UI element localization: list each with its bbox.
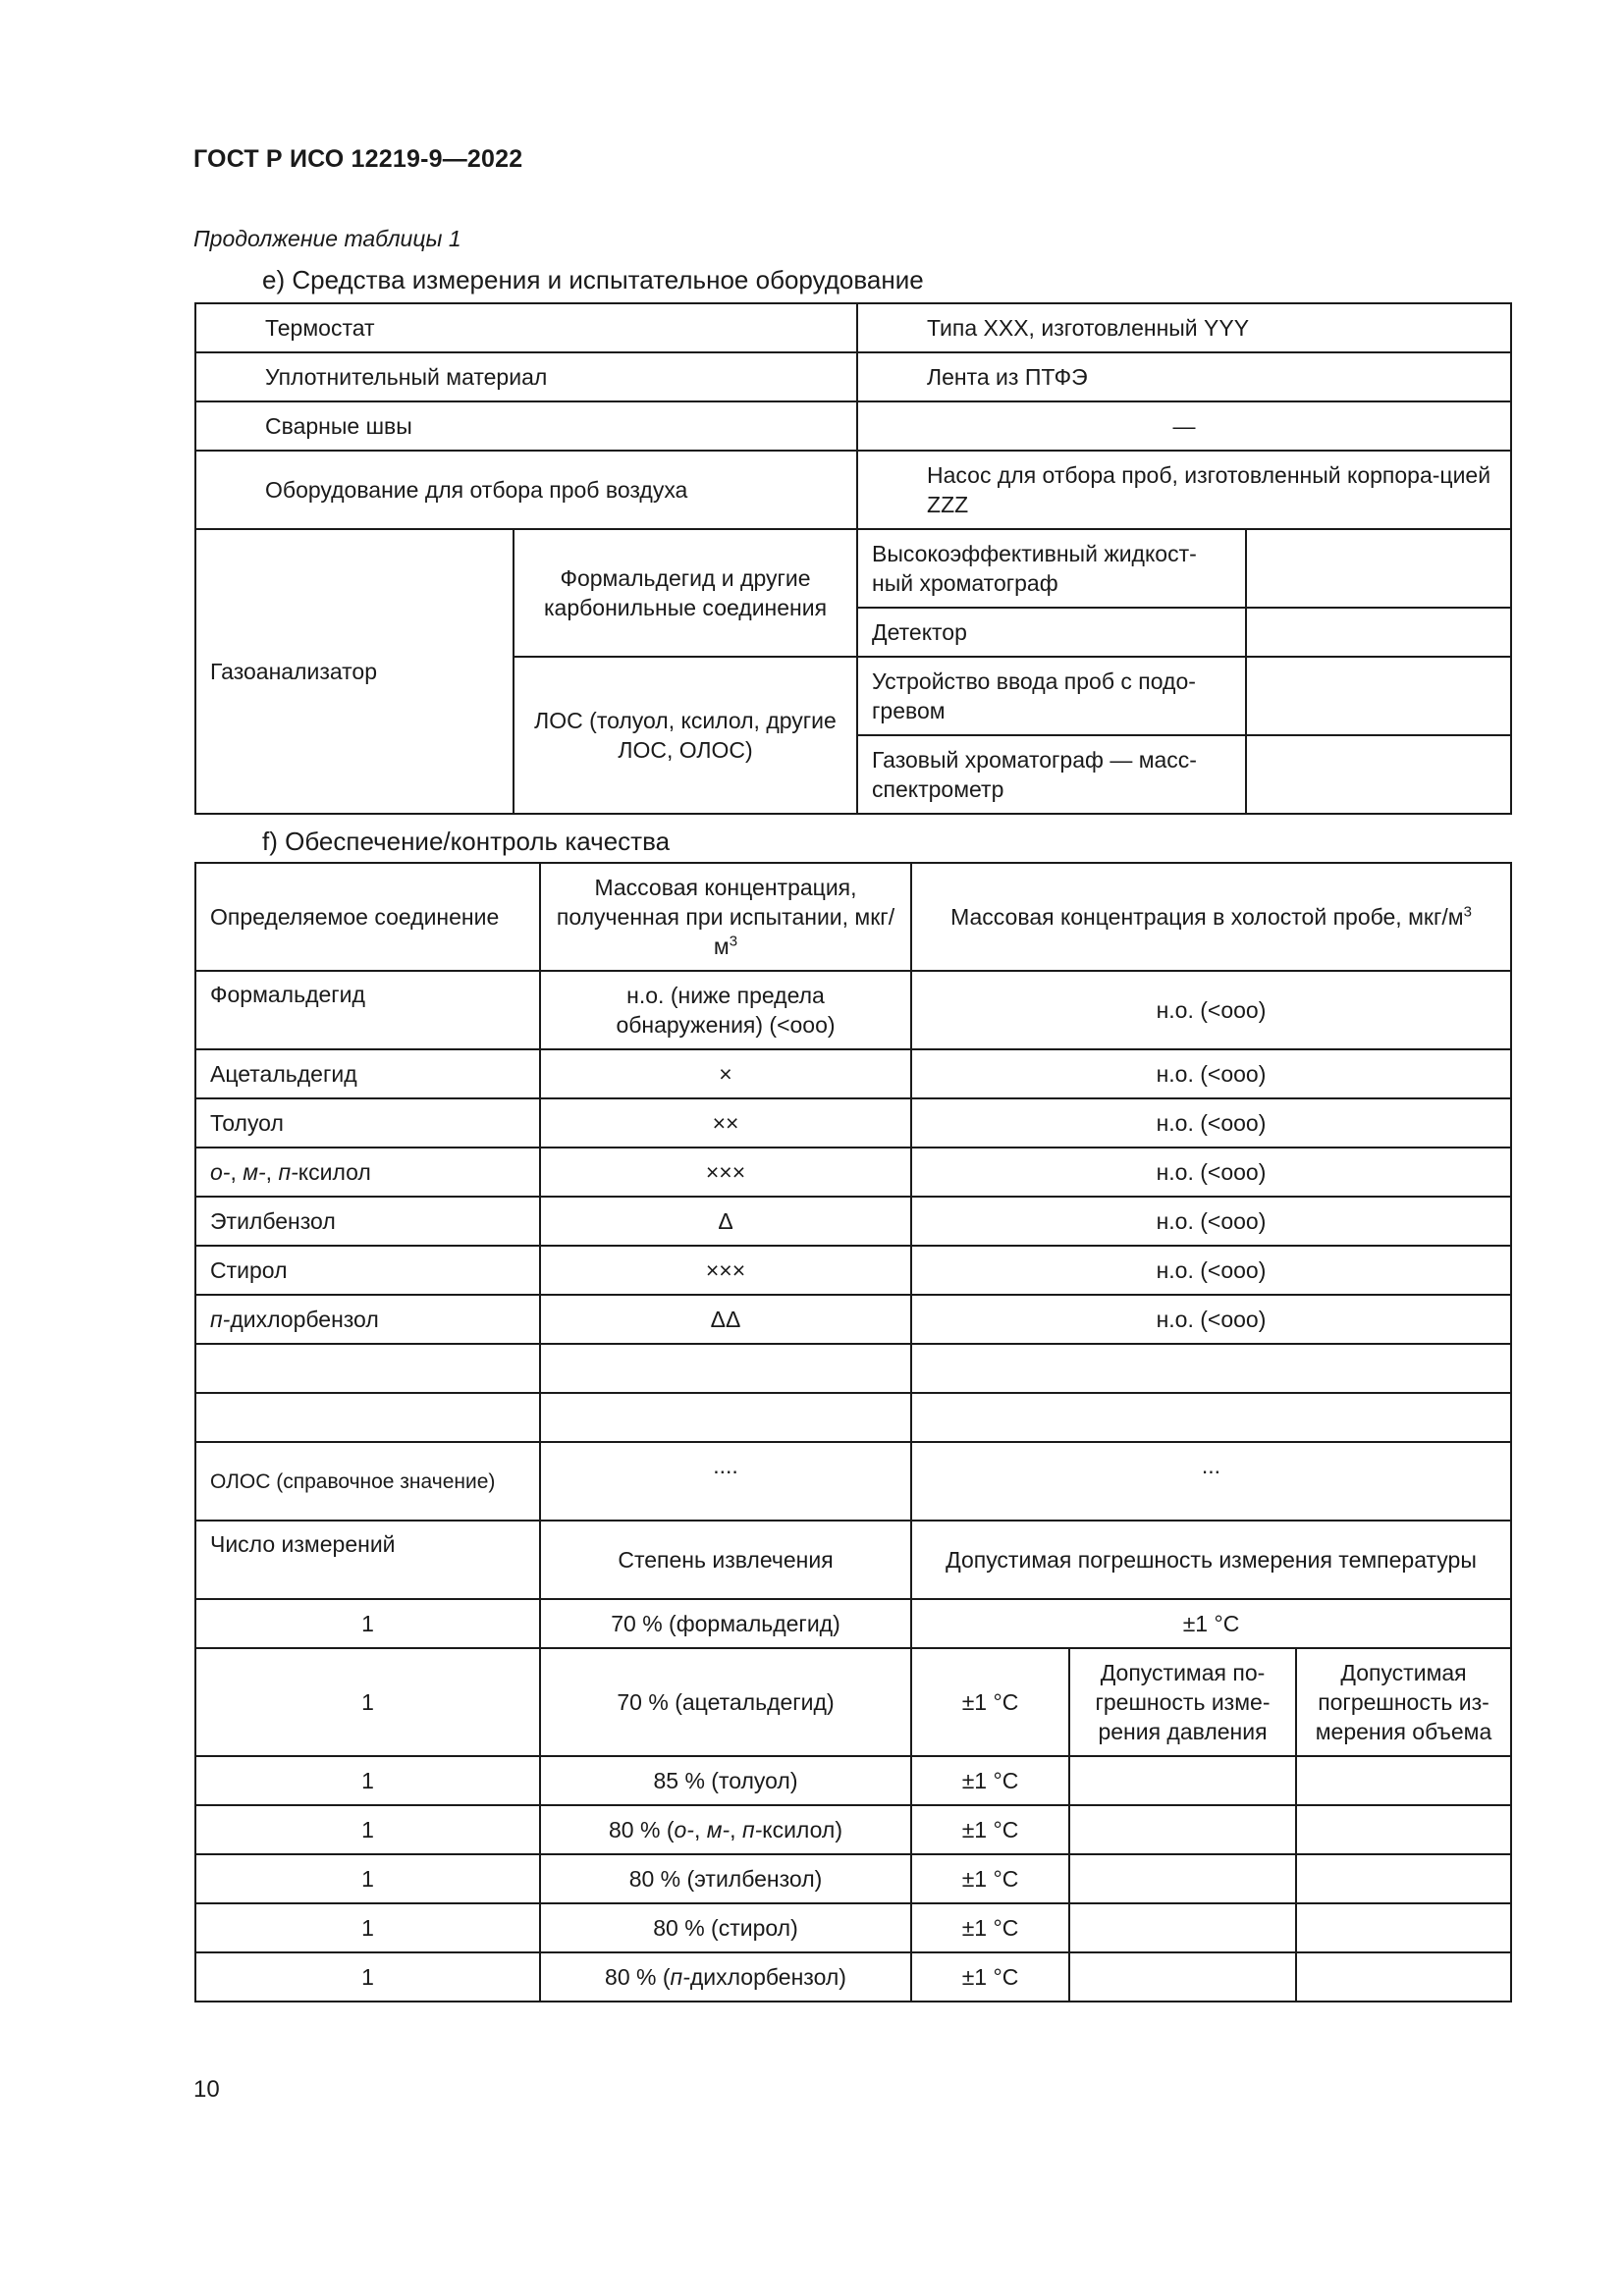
- table-row: [195, 529, 1511, 608]
- table-row: [195, 1952, 1511, 2002]
- empty-cell: [540, 1393, 911, 1442]
- table-row: [195, 1805, 1511, 1854]
- instrument-item: Высокоэффективный жидкост-ный хроматограф: [857, 529, 1246, 608]
- compound-name: Формальдегид: [195, 971, 540, 1049]
- table-row: [195, 1197, 1511, 1246]
- instrument-item: Детектор: [857, 608, 1246, 657]
- table-row-empty: [195, 1393, 1511, 1442]
- table-row: [195, 303, 1511, 352]
- empty-cell: [540, 1344, 911, 1393]
- measurement-count: 1: [195, 1805, 540, 1854]
- table-row: [195, 1648, 1511, 1756]
- test-value: Δ: [540, 1197, 911, 1246]
- blank-value: н.о. (<ооо): [911, 1295, 1511, 1344]
- instrument-item: Устройство ввода проб с подо-гревом: [857, 657, 1246, 735]
- pressure-error: [1069, 1952, 1296, 2002]
- header-pressure-error: Допустимая по-грешность изме-рения давления: [1069, 1648, 1296, 1756]
- compound-name: Ацетальдегид: [195, 1049, 540, 1098]
- header-compound: Определяемое соединение: [195, 863, 540, 971]
- table-row: [195, 1049, 1511, 1098]
- section-f-title: f) Обеспечение/контроль качества: [262, 827, 671, 856]
- blank-value: н.о. (<ооо): [911, 1148, 1511, 1197]
- temperature-error: ±1 °C: [911, 1903, 1069, 1952]
- volume-error: [1296, 1756, 1511, 1805]
- test-value: ×××: [540, 1148, 911, 1197]
- pressure-error: [1069, 1756, 1296, 1805]
- table-row: [195, 1599, 1511, 1648]
- temperature-error: ±1 °C: [911, 1952, 1069, 2002]
- table-row: [195, 1295, 1511, 1344]
- measurement-count: 1: [195, 1648, 540, 1756]
- blank-value: ...: [911, 1442, 1511, 1521]
- recovery-value: 85 % (толуол): [540, 1756, 911, 1805]
- temperature-error: ±1 °C: [911, 1854, 1069, 1903]
- table-row: [195, 401, 1511, 451]
- test-value: ....: [540, 1442, 911, 1521]
- test-value: ×××: [540, 1246, 911, 1295]
- instrument-item: Газовый хроматограф — масс-спектрометр: [857, 735, 1246, 814]
- recovery-value: 80 % (о-, м-, п-ксилол): [540, 1805, 911, 1854]
- recovery-value: 80 % (п-дихлорбензол): [540, 1952, 911, 2002]
- table-row: [195, 352, 1511, 401]
- row-value: Типа XXX, изготовленный YYY: [857, 303, 1511, 352]
- table-row: [195, 1148, 1511, 1197]
- empty-cell: [195, 1393, 540, 1442]
- compound-name: ОЛОС (справочное значение): [195, 1442, 540, 1521]
- table-row: [195, 1098, 1511, 1148]
- test-value: н.о. (ниже предела обнаружения) (<ооо): [540, 971, 911, 1049]
- analyte-group: ЛОС (толуол, ксилол, другие ЛОС, ОЛОС): [514, 657, 857, 814]
- analyte-group: Формальдегид и другие карбонильные соединения: [514, 529, 857, 657]
- empty-cell: [911, 1344, 1511, 1393]
- recovery-value: 70 % (ацетальдегид): [540, 1648, 911, 1756]
- header-temperature-error: Допустимая погрешность измерения температуры: [911, 1521, 1511, 1599]
- test-value: ××: [540, 1098, 911, 1148]
- table-header-row: [195, 1521, 1511, 1599]
- section-e-title: е) Средства измерения и испытательное оборудование: [262, 265, 924, 294]
- test-value: ΔΔ: [540, 1295, 911, 1344]
- temperature-error: ±1 °C: [911, 1756, 1069, 1805]
- measurement-count: 1: [195, 1599, 540, 1648]
- measurement-count: 1: [195, 1854, 540, 1903]
- table-row: [195, 1854, 1511, 1903]
- row-value: Насос для отбора проб, изготовленный корпора-цией ZZZ: [857, 451, 1511, 529]
- empty-cell: [911, 1393, 1511, 1442]
- blank-value: н.о. (<ооо): [911, 1246, 1511, 1295]
- volume-error: [1296, 1805, 1511, 1854]
- header-recovery: Степень извлечения: [540, 1521, 911, 1599]
- row-value: Лента из ПТФЭ: [857, 352, 1511, 401]
- row-value: —: [857, 401, 1511, 451]
- compound-name: Этилбензол: [195, 1197, 540, 1246]
- blank-value: н.о. (<ооо): [911, 1098, 1511, 1148]
- compound-name: п-дихлорбензол: [195, 1295, 540, 1344]
- test-value: ×: [540, 1049, 911, 1098]
- table-row: [195, 971, 1511, 1049]
- row-label: Сварные швы: [195, 401, 857, 451]
- recovery-value: 80 % (этилбензол): [540, 1854, 911, 1903]
- equipment-table: [194, 302, 1512, 815]
- row-label: Термостат: [195, 303, 857, 352]
- compound-name: Стирол: [195, 1246, 540, 1295]
- table-row: [195, 1442, 1511, 1521]
- table-row: [195, 1246, 1511, 1295]
- compound-name: Толуол: [195, 1098, 540, 1148]
- compound-name: о-, м-, п-ксилол: [195, 1148, 540, 1197]
- header-volume-error: Допустимая погрешность из-мерения объема: [1296, 1648, 1511, 1756]
- pressure-error: [1069, 1805, 1296, 1854]
- table-row-empty: [195, 1344, 1511, 1393]
- temperature-error: ±1 °C: [911, 1648, 1069, 1756]
- instrument-value: [1246, 657, 1511, 735]
- instrument-value: [1246, 735, 1511, 814]
- quality-control-table: [194, 862, 1512, 2002]
- volume-error: [1296, 1854, 1511, 1903]
- recovery-value: 80 % (стирол): [540, 1903, 911, 1952]
- pressure-error: [1069, 1903, 1296, 1952]
- row-label: Уплотнительный материал: [195, 352, 857, 401]
- table-row: [195, 1903, 1511, 1952]
- blank-value: н.о. (<ооо): [911, 1049, 1511, 1098]
- table-header-row: [195, 863, 1511, 971]
- pressure-error: [1069, 1854, 1296, 1903]
- table-row: [195, 1756, 1511, 1805]
- instrument-value: [1246, 608, 1511, 657]
- table-row: [195, 451, 1511, 529]
- page-number: 10: [193, 2076, 220, 2103]
- header-test-concentration: Массовая концентрация, полученная при испытании, мкг/$м^3$: [540, 863, 911, 971]
- measurement-count: 1: [195, 1903, 540, 1952]
- instrument-value: [1246, 529, 1511, 608]
- temperature-error: ±1 °C: [911, 1805, 1069, 1854]
- row-label: Оборудование для отбора проб воздуха: [195, 451, 857, 529]
- measurement-count: 1: [195, 1952, 540, 2002]
- header-measurement-count: Число измерений: [195, 1521, 540, 1599]
- recovery-value: 70 % (формальдегид): [540, 1599, 911, 1648]
- empty-cell: [195, 1344, 540, 1393]
- measurement-count: 1: [195, 1756, 540, 1805]
- blank-value: н.о. (<ооо): [911, 1197, 1511, 1246]
- volume-error: [1296, 1952, 1511, 2002]
- volume-error: [1296, 1903, 1511, 1952]
- gas-analyzer-label: Газоанализатор: [195, 529, 514, 814]
- blank-value: н.о. (<ооо): [911, 971, 1511, 1049]
- document-title: ГОСТ Р ИСО 12219-9—2022: [193, 145, 523, 173]
- header-blank-concentration: Массовая концентрация в холостой пробе, мкг/$м^3$: [911, 863, 1511, 971]
- temperature-error: ±1 °C: [911, 1599, 1511, 1648]
- table-continuation-note: Продолжение таблицы 1: [193, 226, 461, 251]
